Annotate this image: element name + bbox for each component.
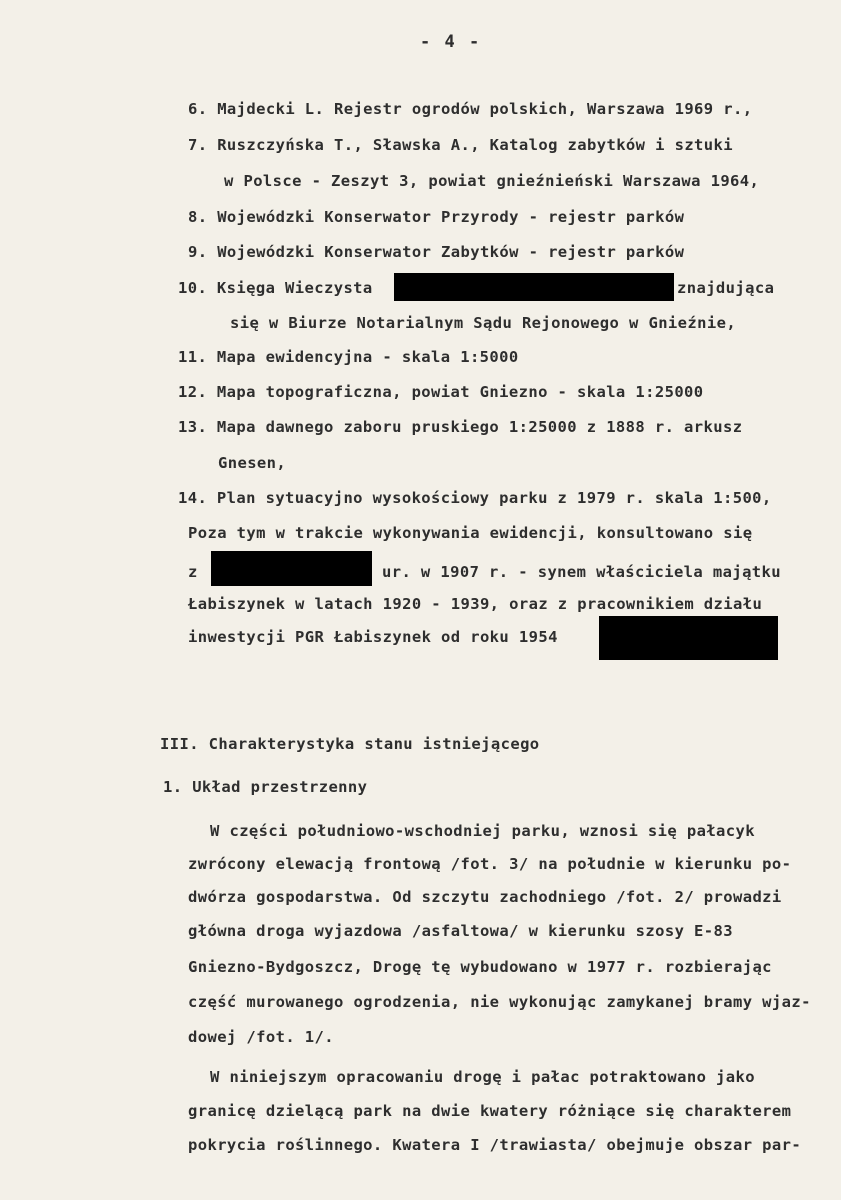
- ref-line: się w Biurze Notarialnym Sądu Rejonowego w Gnieźnie,: [230, 314, 737, 332]
- ref-line: 10. Księga Wieczysta: [178, 279, 373, 297]
- paragraph-line: dwórza gospodarstwa. Od szczytu zachodniego /fot. 2/ prowadzi: [188, 888, 782, 906]
- redaction-block: [211, 551, 372, 586]
- paragraph-line: granicę dzielącą park na dwie kwatery różniące się charakterem: [188, 1102, 792, 1120]
- ref-line: 13. Mapa dawnego zaboru pruskiego 1:25000 z 1888 r. arkusz: [178, 418, 743, 436]
- ref-line: 6. Majdecki L. Rejestr ogrodów polskich, Warszawa 1969 r.,: [188, 100, 753, 118]
- ref-line: 14. Plan sytuacyjno wysokościowy parku z 1979 r. skala 1:500,: [178, 489, 772, 507]
- body-line: Łabiszynek w latach 1920 - 1939, oraz z pracownikiem działu: [188, 595, 763, 613]
- page-number: - 4 -: [420, 32, 482, 52]
- ref-line: w Polsce - Zeszyt 3, powiat gnieźnieński Warszawa 1964,: [224, 172, 760, 190]
- paragraph-line: W niniejszym opracowaniu drogę i pałac potraktowano jako: [210, 1068, 755, 1086]
- paragraph-line: główna droga wyjazdowa /asfaltowa/ w kierunku szosy E-83: [188, 922, 733, 940]
- redaction-block: [394, 273, 674, 301]
- ref-line: 9. Wojewódzki Konserwator Zabytków - rejestr parków: [188, 243, 685, 261]
- ref-line: 8. Wojewódzki Konserwator Przyrody - rejestr parków: [188, 208, 685, 226]
- ref-line: Gnesen,: [218, 454, 287, 472]
- paragraph-line: pokrycia roślinnego. Kwatera I /trawiasta/ obejmuje obszar par-: [188, 1136, 802, 1154]
- body-line: Poza tym w trakcie wykonywania ewidencji, konsultowano się: [188, 524, 753, 542]
- ref-line: 7. Ruszczyńska T., Sławska A., Katalog zabytków i sztuki: [188, 136, 733, 154]
- body-line: z: [188, 563, 198, 581]
- paragraph-line: Gniezno-Bydgoszcz, Drogę tę wybudowano w 1977 r. rozbierając: [188, 958, 772, 976]
- paragraph-line: zwrócony elewacją frontową /fot. 3/ na południe w kierunku po-: [188, 855, 792, 873]
- body-line: ur. w 1907 r. - synem właściciela majątku: [382, 563, 782, 581]
- subsection-heading: 1. Układ przestrzenny: [163, 778, 368, 796]
- paragraph-line: W części południowo-wschodniej parku, wznosi się pałacyk: [210, 822, 755, 840]
- body-line: inwestycji PGR Łabiszynek od roku 1954: [188, 628, 558, 646]
- ref-line: znajdująca: [677, 279, 775, 297]
- ref-line: 11. Mapa ewidencyjna - skala 1:5000: [178, 348, 519, 366]
- section-heading: III. Charakterystyka stanu istniejącego: [160, 735, 540, 753]
- paragraph-line: dowej /fot. 1/.: [188, 1028, 334, 1046]
- paragraph-line: część murowanego ogrodzenia, nie wykonując zamykanej bramy wjaz-: [188, 993, 811, 1011]
- redaction-block: [599, 616, 778, 660]
- ref-line: 12. Mapa topograficzna, powiat Gniezno - skala 1:25000: [178, 383, 704, 401]
